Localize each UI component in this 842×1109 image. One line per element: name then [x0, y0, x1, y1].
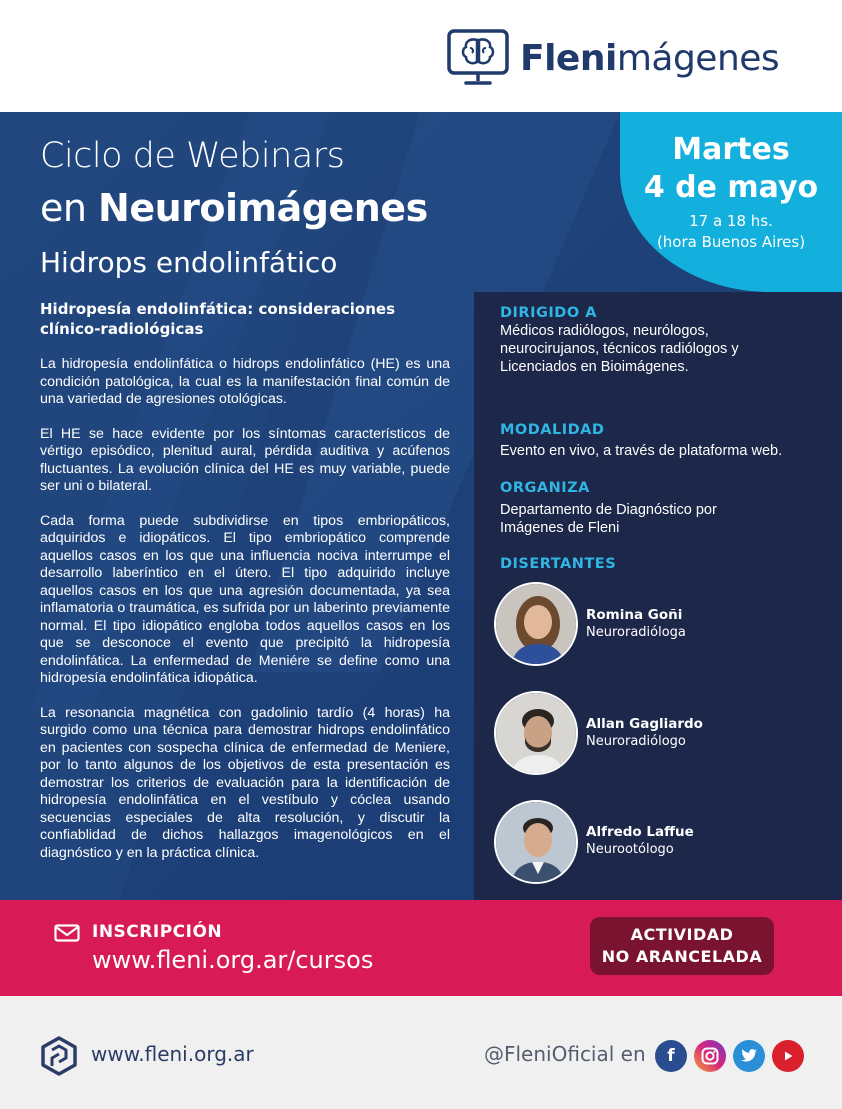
mail-icon	[54, 924, 80, 942]
free-activity-line-2: NO ARANCELADA	[601, 947, 763, 966]
speaker-photo	[494, 582, 578, 666]
fleni-logo-icon[interactable]	[40, 1036, 78, 1076]
footer-website-link[interactable]: www.fleni.org.ar	[91, 1042, 254, 1066]
avatar	[496, 584, 578, 666]
title-line-2: en Neuroimágenes	[40, 186, 428, 230]
avatar	[496, 693, 578, 775]
footer-social-handle: @FleniOficial en	[484, 1042, 646, 1066]
instagram-glyph	[701, 1047, 719, 1065]
speaker-name: Alfredo Laffue	[586, 824, 694, 840]
speaker-name: Romina Goñi	[586, 607, 683, 623]
speaker-role: Neuroradiólogo	[586, 734, 686, 749]
brand-logo[interactable]	[446, 28, 779, 88]
brain-monitor-icon	[446, 28, 510, 88]
paragraph: La hidropesía endolinfática o hidrops endolinfático (HE) es una condición patológica, la cual es la manifestación final común de una variedad de agresiones otológicas.	[40, 356, 450, 407]
date-day: Martes	[672, 132, 790, 167]
title-line-3: Hidrops endolinfático	[40, 246, 338, 279]
speaker-photo	[494, 800, 578, 884]
dirigido-text: Médicos radiólogos, neurólogos, neurocirujanos, técnicos radiólogos y Licenciados en Bioimágenes.	[500, 323, 739, 375]
twitter-glyph	[740, 1048, 758, 1064]
title-line-1: Ciclo de Webinars	[40, 136, 345, 176]
avatar	[496, 802, 578, 884]
disertantes-heading: DISERTANTES	[500, 556, 617, 572]
header	[0, 0, 842, 112]
organiza-heading: ORGANIZA	[500, 480, 590, 496]
date-time: 17 a 18 hs.	[689, 212, 773, 230]
speaker-photo	[494, 691, 578, 775]
date-date: 4 de mayo	[643, 170, 819, 205]
inscripcion-label: INSCRIPCIÓN	[92, 922, 223, 942]
youtube-icon[interactable]	[772, 1040, 804, 1072]
brand-name: Flenimágenes	[520, 37, 780, 79]
paragraph: La resonancia magnética con gadolinio tardío (4 horas) ha surgido como una técnica para demostrar hidrops endolinfático en pacientes con sospecha clínica de enfermedad de Meniere, por lo tanto algunos de los objetivos de esta presentación es demostrar los criterios de evaluación para la identificación de hidropesía endolinfática en el vestíbulo y cóclea usando secuencias especiales de alta resolución, y discutir la confiablidad de dichos hallazgos imagenológicos en el diagnóstico y en la práctica clínica.	[40, 704, 450, 861]
twitter-icon[interactable]	[733, 1040, 765, 1072]
play-glyph	[781, 1049, 795, 1063]
description	[40, 356, 450, 879]
dirigido-heading: DIRIGIDO A	[500, 305, 597, 321]
talk-subtitle: Hidropesía endolinfática: consideraciones clínico-radiológicas	[40, 300, 396, 338]
speaker-name: Allan Gagliardo	[586, 716, 703, 732]
date-timezone: (hora Buenos Aires)	[656, 233, 806, 251]
speaker-role: Neurootólogo	[586, 842, 674, 857]
facebook-icon[interactable]: f	[655, 1040, 687, 1072]
modalidad-text: Evento en vivo, a través de plataforma web.	[500, 443, 783, 459]
paragraph: El HE se hace evidente por los síntomas característicos de vértigo episódico, plenitud aural, pérdida auditiva y acúfenos fluctuantes. La evolución clínica del HE es muy variable, puede ser uni o bilateral.	[40, 425, 450, 494]
speaker-role: Neuroradióloga	[586, 625, 686, 640]
free-activity-line-1: ACTIVIDAD	[630, 925, 734, 944]
modalidad-heading: MODALIDAD	[500, 422, 605, 438]
inscripcion-link[interactable]: www.fleni.org.ar/cursos	[92, 946, 374, 974]
paragraph: Cada forma puede subdividirse en tipos embriopáticos, adquiridos e idiopáticos. El tipo embriopático comprende aquellos casos en los que una influencia nociva interrumpe el desarrollo laberíntico en el útero. El tipo adquirido incluye aquellos casos en los que una agresión documentada, ya sea inflamatoria o traumática, es sufrida por un laberinto previamente normal. El tipo idiopático engloba todos aquellos casos en los que se desconoce el evento que precipitó la hidropesía endolinfática. La enfermedad de Meniére se define como una hidropesía endolinfática idiopática.	[40, 512, 450, 686]
instagram-icon[interactable]	[694, 1040, 726, 1072]
organiza-text: Departamento de Diagnóstico por Imágenes de Fleni	[500, 502, 717, 536]
